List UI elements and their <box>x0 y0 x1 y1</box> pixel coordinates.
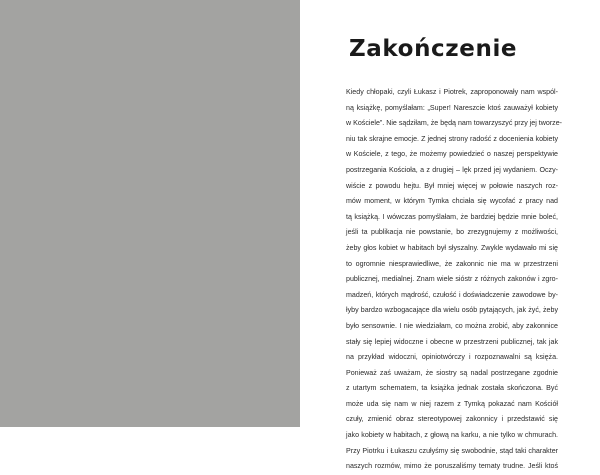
body-line: jako kobiety w habitach, z głową na karku, a nie tylko w chmurach. <box>346 431 558 440</box>
chapter-title: Zakończenie <box>349 36 518 62</box>
body-line: naszych rozmów, mimo że poruszaliśmy tematy trudne. Jeśli ktoś <box>346 462 558 471</box>
body-line: w Kościele”. Nie sądziłam, że będą nam towarzyszyć przy jej tworze- <box>346 119 563 128</box>
right-page <box>300 0 600 471</box>
body-line: czuły, zmienić obraz stereotypowej zakonnicy i przedstawić się <box>346 415 558 424</box>
body-line: może uda się nam w niej razem z Tymką pokazać nam Kościół <box>346 399 558 408</box>
body-line: publicznej, medialnej. Znam wiele sióstr z różnych zakonów i zgro- <box>346 275 558 284</box>
body-line: wiście z powodu hejtu. Był mniej więcej w połowie naszych roz- <box>346 181 558 190</box>
body-line: to ogromnie niesprawiedliwe, że zakonnic nie ma w przestrzeni <box>346 259 558 268</box>
body-line: z utartym schematem, ta książka jednak została skończona. Być <box>346 384 558 393</box>
body-text <box>346 85 563 475</box>
body-line: Kiedy chłopaki, czyli Łukasz i Piotrek, zaproponowały nam wspól- <box>346 88 558 96</box>
body-line: ną książkę, pomyślałam: „Super! Nareszcie ktoś zauważył kobiety <box>346 103 558 112</box>
body-line: Przy Piotrku i Łukaszu czułyśmy się swobodnie, stąd taki charakter <box>346 446 558 455</box>
left-page-gray-panel <box>0 0 300 427</box>
body-line: łyby bardzo wzbogacające dla wielu osób pytających, jak żyć, żeby <box>346 306 558 315</box>
body-line: na przykład widoczni, opiniotwórczy i rozpoznawalni są księża. <box>346 353 558 362</box>
body-line: tą książką. I wówczas pomyślałam, że bardziej będzie mnie boleć, <box>346 212 558 221</box>
body-line: stały się lepiej widoczne i obecne w przestrzeni publicznej, tak jak <box>346 337 558 346</box>
body-line: postrzegania Kościoła, a z drugiej – lęk przed jej wydaniem. Oczy- <box>346 165 558 174</box>
body-line: mów moment, w którym Tymka chciała się wycofać z pracy nad <box>346 197 558 206</box>
body-line: niu tak skrajne emocje. Z jednej strony radość z docenienia kobiety <box>346 134 558 143</box>
body-line: żeby głos kobiet w habitach był słyszalny. Zwykle wydawało mi się <box>346 243 558 252</box>
body-line: madzeń, których mądrość, czułość i doświadczenie zawodowe by- <box>346 290 558 299</box>
body-line: Ponieważ zaś uważam, że siostry są nadal postrzegane zgodnie <box>346 368 558 377</box>
body-line: było sensownie. I nie wiedziałam, co można zrobić, aby zakonnice <box>346 321 558 330</box>
body-line: jeśli ta publikacja nie powstanie, bo zrezygnujemy z możliwości, <box>346 228 558 237</box>
body-line: w Kościele, z tego, że możemy powiedzieć o naszej perspektywie <box>346 150 558 159</box>
